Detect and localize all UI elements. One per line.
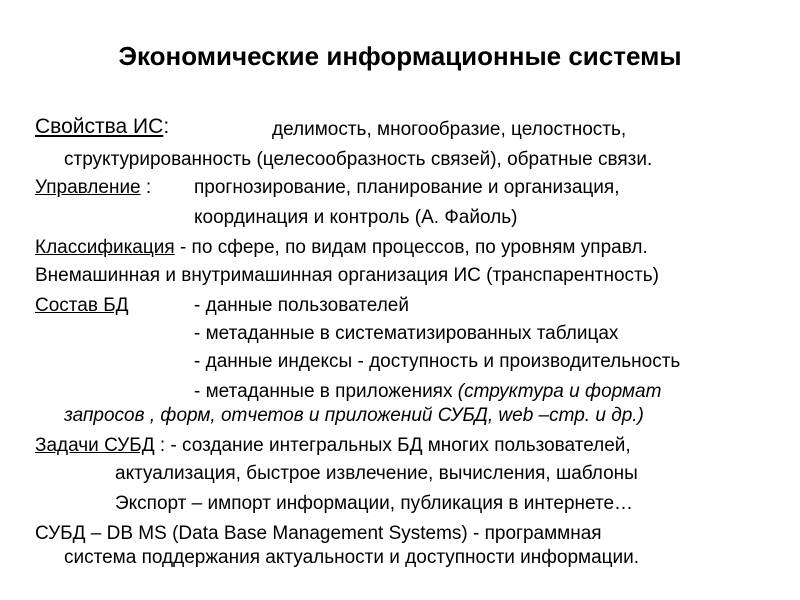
db-item-1: - данные пользователей (194, 295, 409, 316)
classification-text: - по сфере, по видам процессов, по уровням управл. (174, 237, 648, 258)
db-label (35, 294, 129, 318)
slide-title: Экономические информационные системы (118, 41, 682, 71)
properties-text-2: структурированность (целесообразность связей), обратные связи. (64, 149, 653, 170)
tasks-text-3: Экспорт – импорт информации, публикация в интернете… (115, 493, 634, 514)
classification-line (35, 236, 648, 260)
db-item-4 (194, 380, 661, 404)
control-text-2: координация и контроль (А. Файоль) (194, 207, 518, 228)
db-item-4-italic: (структура и формат (452, 381, 662, 402)
properties-text-1: делимость, многообразие, целостность, (272, 119, 627, 140)
control-label: Управление (35, 177, 141, 198)
db-item-3: - данные индексы - доступность и производительность (194, 351, 681, 372)
control-heading (35, 176, 151, 200)
properties-heading (35, 115, 169, 140)
classification-label: Классификация (35, 237, 175, 258)
organization-line: Внемашинная и внутримашинная организация ИС (транспарентность) (35, 265, 659, 286)
tasks-label: Задачи СУБД (35, 435, 155, 456)
tasks-text-2: актуализация, быстрое извлечение, вычисления, шаблоны (115, 463, 638, 484)
tasks-text-1: - создание интегральных БД многих пользователей, (165, 435, 631, 456)
db-item-2: - метаданные в систематизированных таблицах (194, 323, 619, 344)
control-text-1: прогнозирование, планирование и организация, (194, 177, 620, 198)
db-item-4-continuation: запросов , форм, отчетов и приложений СУБД, web –стр. и др.) (64, 405, 644, 426)
db-item-4-text: - метаданные в приложениях (194, 381, 453, 402)
properties-label: Свойства ИС (35, 115, 164, 138)
properties-colon: : (163, 115, 170, 138)
tasks-line-1 (35, 434, 631, 458)
control-separator: : (140, 177, 152, 198)
tasks-colon: : (154, 435, 166, 456)
db-label-text: Состав БД (35, 295, 129, 316)
dbms-definition-1: СУБД – DB MS (Data Base Management Systems) - программная (35, 523, 602, 544)
dbms-definition-2: система поддержания актуальности и доступности информации. (64, 547, 640, 568)
